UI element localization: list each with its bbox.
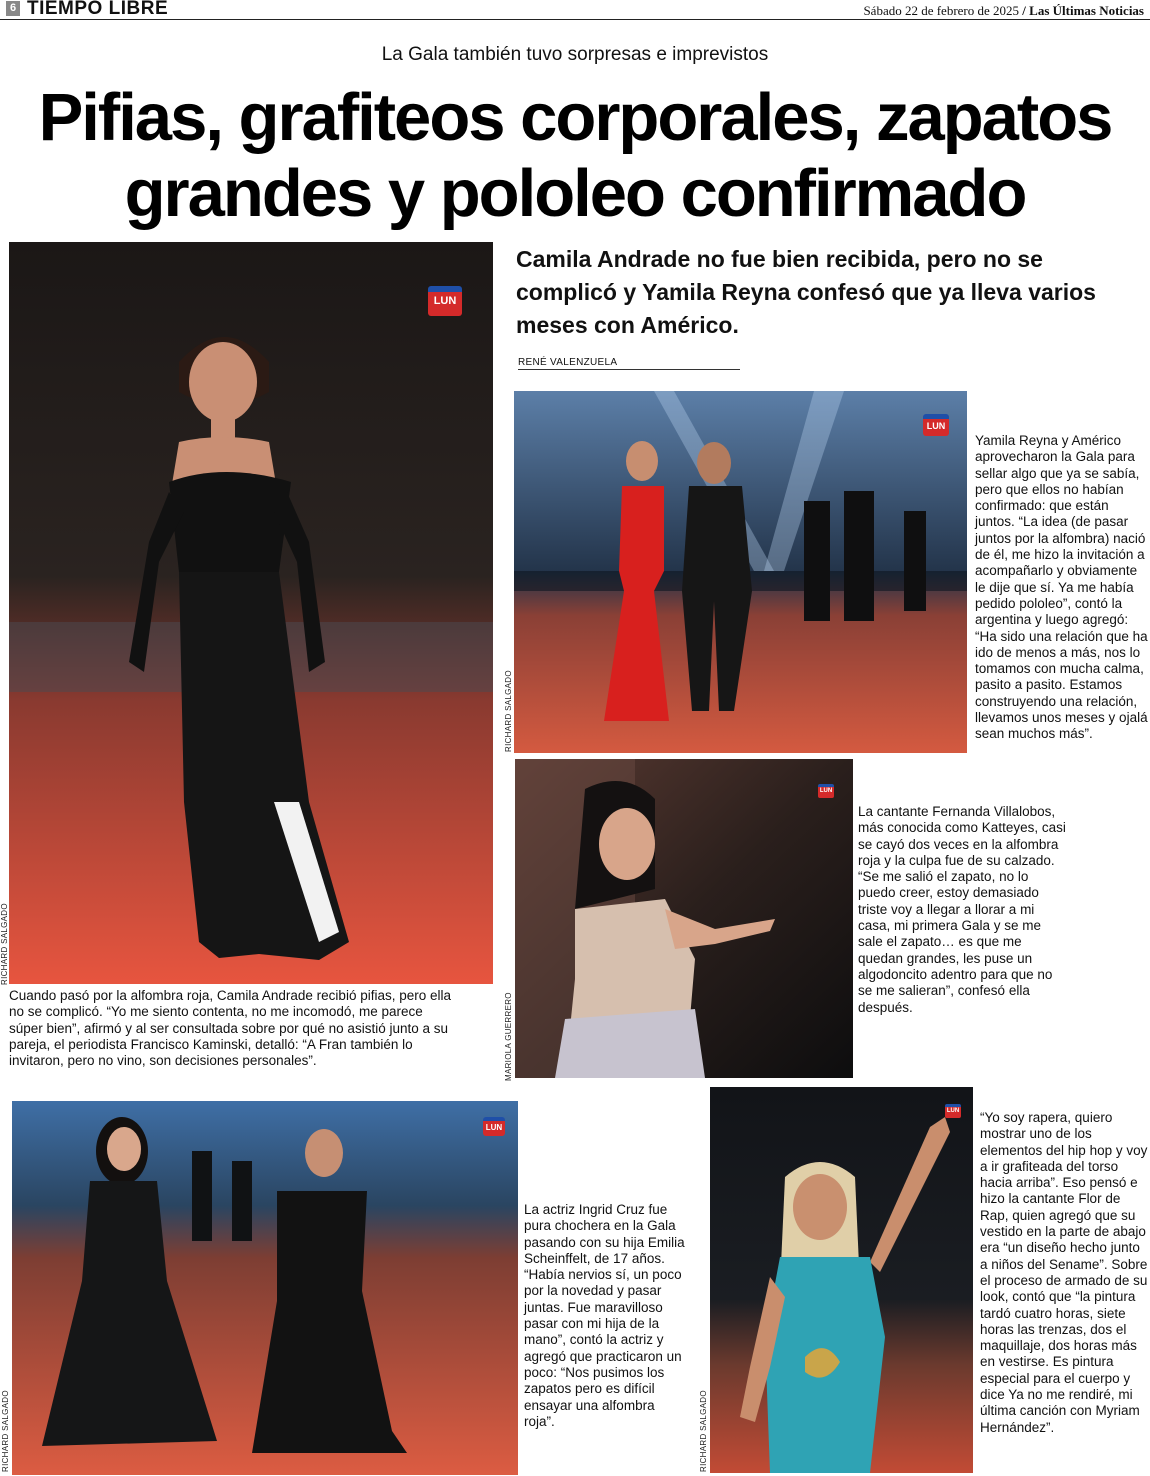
lun-logo: LUN [818,784,834,798]
photo-flor-de-rap [710,1087,973,1473]
photo-caption-flor: “Yo soy rapera, quiero mostrar uno de los elementos del hip hop y voy a ir grafiteada del torso hacia arriba”. Eso pensó e hizo la cantante Flor de Rap, quien agregó que su vestido en la parte de abajo era “un diseño hecho junto a niños del Sename”. Sobre el proceso de armado de su look, contó que “la pintura tardó cuatro horas, siete horas las trenzas, dos el maquillaje, dos horas más en vestirse. Es pintura especial para el cuerpo y dice Ya no me rendiré, mi última canción con Myriam Hernández”. [980,1110,1148,1435]
photo-credit: MARIOLA GUERRERO [504,992,513,1081]
article-deck: Camila Andrade no fue bien recibida, pero no se complicó y Yamila Reyna confesó que ya lleva varios meses con Américo. [516,246,1096,338]
dateline [863,3,1144,19]
headline-line-2: grandes y pololeo confirmado [124,156,1026,231]
photo-caption-yamila: Yamila Reyna y Américo aprovecharon la Gala para sellar algo que ya se sabía, pero que ellos no habían confirmado: que están juntos. “La idea (de pasar juntos por la alfombra) nació de él, me hizo la invitación a acompañarlo y obviamente le dije que sí. Ya me había pedido pololeo”, contó la argentina y luego agregó: “Ha sido una relación que ha ido de menos a más, nos lo tomamos con mucha calma, pasito a pasito. Estamos construyendo una relación, llevamos unos meses y ojalá sean muchos más”. [975,433,1148,742]
photo-yamila-image [514,391,967,753]
photo-flor-image [710,1087,973,1473]
photo-caption-katteyes: La cantante Fernanda Villalobos, más conocida como Katteyes, casi se cayó dos veces en la alfombra roja y la culpa fue de su calzado. “Se me salió el zapato, no lo puedo creer, estoy demasiado triste voy a llegar a llorar a mi casa, mi primera Gala y se me sale el zapato… es que me quedan grandes, les puse un algodoncito adentro para que no se me salieran”, confesó ella después. [858,804,1066,1015]
photo-katteyes-image [515,759,853,1078]
headline-line-1: Pifias, grafiteos corporales, zapatos [38,80,1112,155]
photo-katteyes [515,759,853,1078]
article-headline [0,80,1150,232]
section-title: TIEMPO LIBRE [27,0,169,19]
photo-ingrid-emilia [12,1101,518,1475]
photo-yamila-americo [514,391,967,753]
lun-logo: LUN [483,1117,505,1136]
photo-caption-camila: Cuando pasó por la alfombra roja, Camila Andrade recibió pifias, pero ella no se complicó. “Yo me siento contenta, no me incomodó, me parece súper bien”, afirmó y al ser consultada sobre por qué no asistió junto a su pareja, el periodista Francisco Kaminski, detalló: “A Fran también lo invitaron, pero no vino, son decisiones personales”. [9,988,451,1069]
page-header [0,0,1150,20]
lun-logo: LUN [428,286,462,316]
photo-ingrid-image [12,1101,518,1475]
dateline-separator: / [1022,3,1026,18]
lun-logo: LUN [945,1104,961,1118]
publication-name: Las Últimas Noticias [1029,3,1144,18]
photo-camila-andrade [9,242,493,984]
article-kicker: La Gala también tuvo sorpresas e imprevistos [381,44,769,65]
issue-date: Sábado 22 de febrero de 2025 [863,3,1020,18]
photo-credit: RICHARD SALGADO [0,903,9,985]
photo-credit: RICHARD SALGADO [504,670,513,752]
photo-caption-ingrid: La actriz Ingrid Cruz fue pura chochera en la Gala pasando con su hija Emilia Scheinffelt, de 17 años. “Había nervios sí, un poco por la novedad y pasar juntas. Fue maravilloso pasar con mi hija de la mano”, contó la actriz y agregó que practicaron un poco: “Nos pusimos los zapatos pero es difícil ensayar una alfombra roja”. [524,1202,685,1429]
photo-credit: RICHARD SALGADO [1,1390,10,1472]
page-number: 6 [6,1,20,16]
article-byline: RENÉ VALENZUELA [518,357,740,370]
photo-credit: RICHARD SALGADO [699,1390,708,1472]
lun-logo: LUN [923,414,949,436]
photo-camila-image [9,242,493,984]
